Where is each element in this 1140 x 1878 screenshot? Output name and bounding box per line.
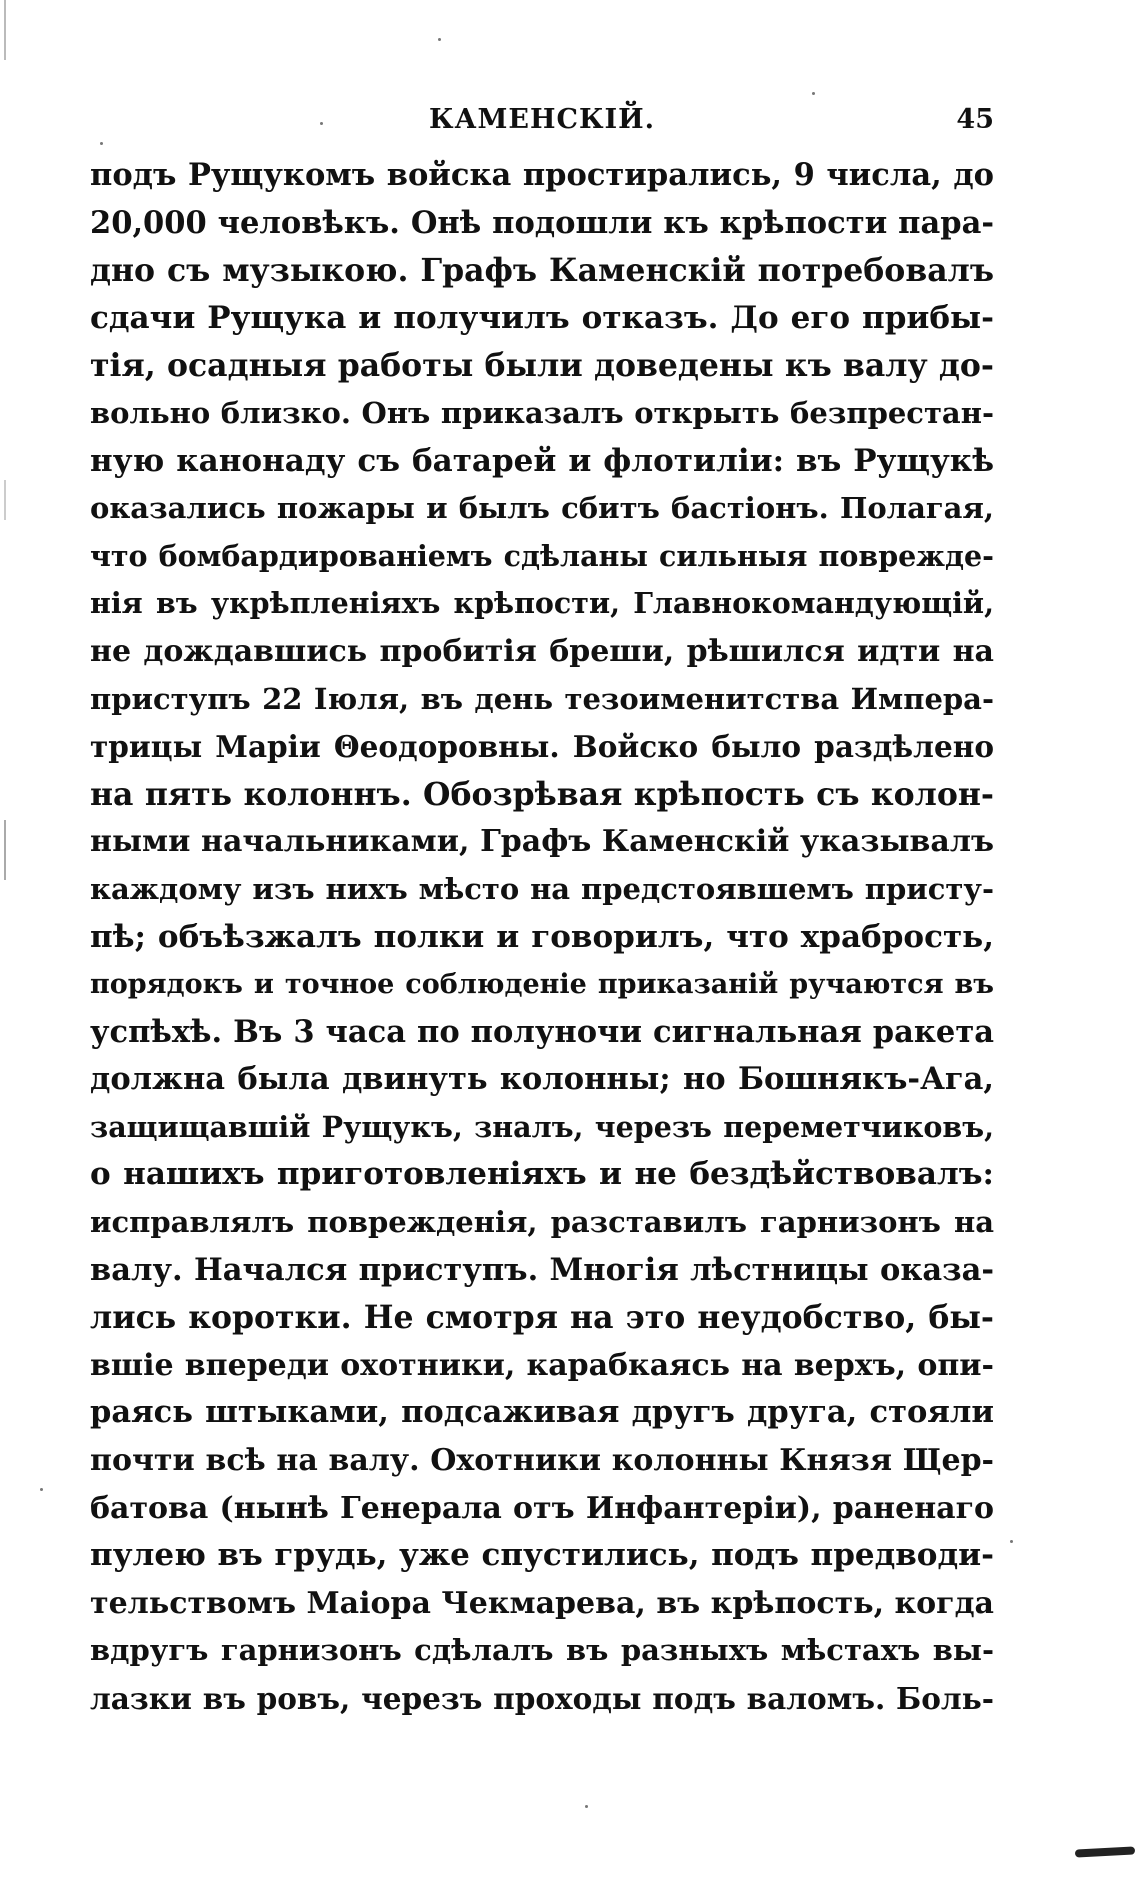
text-line: лись коротки. Не смотря на это неудобство, бы-	[90, 1299, 994, 1337]
text-line: валу. Начался приступъ. Многія лѣстницы оказа-	[90, 1251, 994, 1288]
scan-smudge	[1075, 1846, 1135, 1857]
text-line: 20,000 человѣкъ. Онѣ подошли къ крѣпости пара-	[90, 204, 994, 241]
print-speck	[812, 92, 815, 95]
text-line: дно съ музыкою. Графъ Каменскій потребовалъ	[90, 252, 994, 290]
text-line: каждому изъ нихъ мѣсто на предстоявшемъ присту-	[90, 871, 994, 906]
text-line: раясь штыками, подсаживая другъ друга, стояли	[90, 1394, 994, 1431]
print-speck	[100, 142, 103, 145]
text-line: не дождавшись пробитія бреши, рѣшился идти на	[90, 633, 994, 669]
text-line: оказались пожары и былъ сбитъ бастіонъ. Полагая,	[90, 491, 994, 526]
text-line: защищавшій Рущукъ, зналъ, черезъ переметчиковъ,	[90, 1109, 994, 1144]
running-head	[90, 104, 994, 144]
text-line: пѣ; объѣзжалъ полки и говорилъ, что храбрость,	[90, 918, 994, 955]
page-edge-mark	[4, 0, 6, 1878]
text-line: о нашихъ приготовленіяхъ и не бездѣйствовалъ:	[90, 1156, 994, 1193]
text-line: подъ Рущукомъ войска простирались, 9 числа, до	[90, 157, 994, 193]
body-text	[90, 152, 994, 1723]
text-line: ными начальниками, Графъ Каменскій указывалъ	[90, 824, 994, 860]
text-line: исправлялъ поврежденія, разставилъ гарнизонъ на	[90, 1205, 994, 1240]
text-line: тія, осадныя работы были доведены къ валу до-	[90, 347, 994, 385]
text-line: ную канонаду съ батарей и флотиліи: въ Рущукѣ	[90, 442, 994, 479]
text-line: трицы Маріи Θеодоровны. Войско было раздѣлено	[90, 729, 994, 765]
text-line: порядокъ и точное соблюденіе приказаній ручаются въ	[90, 969, 994, 1001]
text-line: вдругъ гарнизонъ сдѣлалъ въ разныхъ мѣстахъ вы-	[90, 1633, 994, 1668]
text-line: должна была двинуть колонны; но Бошнякъ-Ага,	[90, 1061, 994, 1098]
text-line: пулею въ грудь, уже спустились, подъ предводи-	[90, 1537, 994, 1574]
text-line: сдачи Рущука и получилъ отказъ. До его прибы-	[90, 299, 994, 336]
text-line: вольно близко. Онъ приказалъ открыть безпрестан-	[90, 395, 994, 430]
text-line: что бомбардированіемъ сдѣланы сильныя поврежде-	[90, 538, 994, 573]
print-speck	[1010, 1540, 1013, 1543]
print-speck	[40, 1488, 43, 1491]
print-speck	[320, 122, 323, 125]
text-line: успѣхѣ. Въ 3 часа по полуночи сигнальная ракета	[90, 1013, 994, 1050]
text-line: лазки въ ровъ, черезъ проходы подъ валомъ. Боль-	[90, 1681, 994, 1716]
print-speck	[438, 38, 441, 41]
text-line: батова (нынѣ Генерала отъ Инфантеріи), раненаго	[90, 1490, 994, 1526]
text-line: вшіе впереди охотники, карабкаясь на верхъ, опи-	[90, 1347, 994, 1383]
running-title: КАМЕНСКІЙ.	[428, 104, 656, 135]
print-speck	[585, 1805, 588, 1808]
text-line: почти всѣ на валу. Охотники колонны Князя Щер-	[90, 1443, 994, 1479]
text-line: нія въ укрѣпленіяхъ крѣпости, Главнокомандующій,	[90, 586, 994, 621]
text-line: на пять колоннъ. Обозрѣвая крѣпость съ колон-	[90, 775, 994, 813]
text-line: тельствомъ Маіора Чекмарева, въ крѣпость, когда	[90, 1585, 994, 1621]
text-line: приступъ 22 Іюля, въ день тезоименитства Импера-	[90, 681, 994, 716]
page-number: 45	[956, 104, 994, 135]
